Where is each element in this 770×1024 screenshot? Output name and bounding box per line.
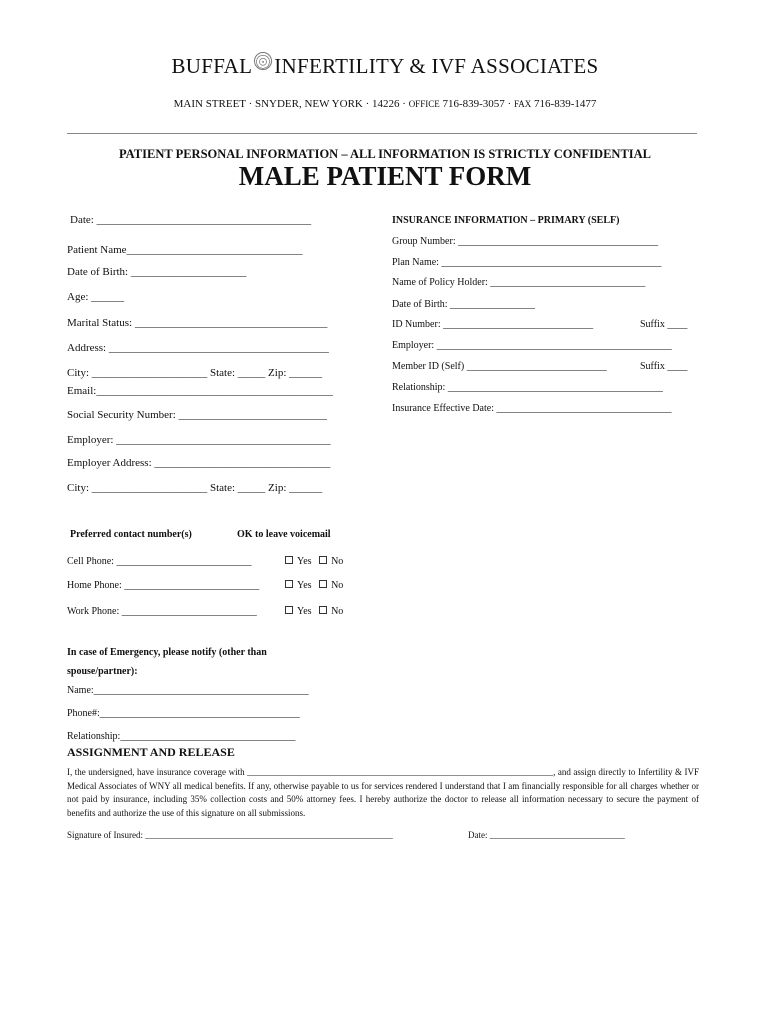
home-yes-checkbox[interactable] bbox=[285, 580, 293, 588]
work-yes-checkbox[interactable] bbox=[285, 606, 293, 614]
office-label: OFFICE bbox=[408, 99, 440, 109]
date-of-birth-field[interactable]: Date of Birth: _____________________ bbox=[67, 266, 247, 278]
brand-name-right: INFERTILITY & IVF ASSOCIATES bbox=[274, 54, 599, 78]
employer-address-field[interactable]: Employer Address: ________________________________ bbox=[67, 457, 331, 469]
address-field[interactable]: Address: ________________________________________ bbox=[67, 342, 329, 354]
id-number-field[interactable]: ID Number: ______________________________ bbox=[392, 319, 594, 330]
header-divider bbox=[67, 133, 697, 134]
ssn-field[interactable]: Social Security Number: ___________________________ bbox=[67, 409, 328, 421]
cell-yes-checkbox[interactable] bbox=[285, 556, 293, 564]
relationship-field[interactable]: Relationship: ___________________________________________ bbox=[392, 382, 663, 393]
group-number-field[interactable]: Group Number: ________________________________________ bbox=[392, 236, 659, 247]
insurance-heading: INSURANCE INFORMATION – PRIMARY (SELF) bbox=[392, 215, 620, 226]
emergency-relationship-field[interactable]: Relationship:___________________________________ bbox=[67, 731, 296, 742]
date-field[interactable]: Date: _______________________________________ bbox=[70, 214, 312, 226]
voicemail-heading: OK to leave voicemail bbox=[237, 529, 331, 540]
employer-city-state-zip-field[interactable]: City: _____________________ State: _____ Zip: ______ bbox=[67, 482, 323, 494]
cell-yes-label: Yes bbox=[297, 556, 312, 567]
fax-number: 716-839-1477 bbox=[534, 98, 597, 110]
email-field[interactable]: Email:___________________________________________ bbox=[67, 385, 333, 397]
street-address: MAIN STREET · SNYDER, NEW YORK · 14226 · bbox=[173, 98, 406, 110]
age-field[interactable]: Age: ______ bbox=[67, 291, 125, 303]
cell-phone-field[interactable]: Cell Phone: ___________________________ bbox=[67, 556, 252, 567]
brand-name-left: BUFFAL bbox=[171, 54, 253, 78]
work-yes-label: Yes bbox=[297, 606, 312, 617]
insurance-dob-field[interactable]: Date of Birth: _________________ bbox=[392, 299, 536, 310]
cell-logo-icon bbox=[254, 52, 272, 70]
id-suffix-field[interactable]: Suffix ____ bbox=[640, 319, 688, 330]
release-heading: ASSIGNMENT AND RELEASE bbox=[67, 745, 235, 759]
clinic-brand bbox=[0, 52, 770, 79]
home-phone-field[interactable]: Home Phone: ___________________________ bbox=[67, 580, 260, 591]
fax-label: FAX bbox=[513, 99, 532, 109]
work-no-checkbox[interactable] bbox=[319, 606, 327, 614]
patient-name-field[interactable]: Patient Name________________________________ bbox=[67, 244, 303, 256]
emergency-phone-field[interactable]: Phone#:________________________________________ bbox=[67, 708, 300, 719]
confidential-notice: PATIENT PERSONAL INFORMATION – ALL INFORMATION IS STRICTLY CONFIDENTIAL bbox=[118, 147, 652, 161]
emergency-heading-line1: In case of Emergency, please notify (other than bbox=[67, 647, 267, 658]
insurance-employer-field[interactable]: Employer: _______________________________________________ bbox=[392, 340, 672, 351]
emergency-name-field[interactable]: Name:___________________________________________ bbox=[67, 685, 309, 696]
contact-numbers-heading: Preferred contact number(s) bbox=[70, 529, 192, 540]
cell-no-checkbox[interactable] bbox=[319, 556, 327, 564]
cell-no-label: No bbox=[331, 556, 344, 567]
form-title: MALE PATIENT FORM bbox=[238, 161, 532, 191]
emergency-heading-line2: spouse/partner): bbox=[67, 666, 138, 677]
signature-date-field[interactable]: Date: ______________________________ bbox=[468, 830, 625, 840]
office-number: 716-839-3057 · bbox=[442, 98, 512, 110]
effective-date-field[interactable]: Insurance Effective Date: ___________________________________ bbox=[392, 403, 672, 414]
cell-voicemail-options bbox=[285, 556, 343, 567]
home-voicemail-options bbox=[285, 580, 343, 591]
marital-status-field[interactable]: Marital Status: ___________________________________ bbox=[67, 317, 328, 329]
member-id-field[interactable]: Member ID (Self) ____________________________ bbox=[392, 361, 607, 372]
employer-field[interactable]: Employer: _______________________________________ bbox=[67, 434, 331, 446]
home-no-label: No bbox=[331, 580, 344, 591]
home-no-checkbox[interactable] bbox=[319, 580, 327, 588]
work-phone-field[interactable]: Work Phone: ___________________________ bbox=[67, 606, 257, 617]
work-voicemail-options bbox=[285, 606, 343, 617]
member-suffix-field[interactable]: Suffix ____ bbox=[640, 361, 688, 372]
release-paragraph: I, the undersigned, have insurance coverage with ____________________________________________________________________, and assign directly to Infertility & IVF Medical Associates of WNY all medical benefits. If any, otherwise payable to us for services rendered I understand that I am financially responsible for all charges whether or not paid by insurance, including 35% collection costs and 50% attorney fees. I hereby authorize the doctor to release all information necessary to secure the payment of benefits and authorize the use of this signature on all submissions. bbox=[67, 767, 699, 818]
signature-field[interactable]: Signature of Insured: _______________________________________________________ bbox=[67, 830, 393, 840]
plan-name-field[interactable]: Plan Name: ____________________________________________ bbox=[392, 257, 662, 268]
policy-holder-field[interactable]: Name of Policy Holder: _______________________________ bbox=[392, 277, 646, 288]
city-state-zip-field[interactable]: City: _____________________ State: _____ Zip: ______ bbox=[67, 367, 323, 379]
work-no-label: No bbox=[331, 606, 344, 617]
home-yes-label: Yes bbox=[297, 580, 312, 591]
clinic-address bbox=[0, 98, 770, 110]
